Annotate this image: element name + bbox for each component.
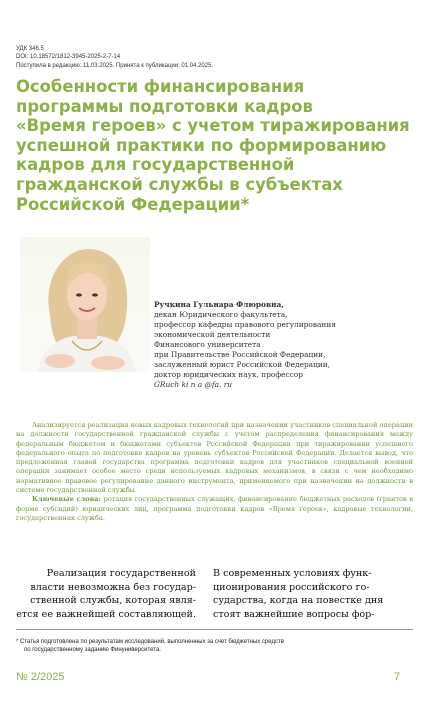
- author-affiliation-line: профессор кафедры правового регулирования: [154, 320, 336, 329]
- abstract-text: Анализируется реализация новых кадровых технологий при назначении участников специальной операции на должности государственной гражданской службы с учетом распределения финансирования между федеральным бюджетом и бюджетами субъектов Российской Федерации при тиражировании успешного федерального опыта по подготовке кадров на уровень субъектов Российской Федерации. Делается вывод, что предложенная главой государства программа подготовки кадров для участников специальной военной операции занимает особое место среди используемых кадровых механизмов, в связи с чем необходимо нормативное правовое регулирование данного инструмента, применяемого при назначении на должности в системе государственной службы.: [16, 421, 413, 495]
- body-line: Реализация государственной: [46, 568, 196, 579]
- body-line: сударства, когда на повестке дня: [213, 595, 384, 607]
- keywords: [16, 495, 413, 523]
- footnote-divider: [16, 629, 413, 630]
- page-number: 7: [394, 671, 401, 683]
- author-affiliation-line: Финансового университета: [154, 340, 261, 349]
- title-line: кадров для государственной: [16, 155, 295, 175]
- title-line: успешной практики по формированию: [16, 135, 387, 155]
- title-line: программы подготовки кадров: [16, 96, 313, 116]
- keywords-text: ротация государственных служащих, финансирование бюджетных расходов (грантов в форме субсидий) юридических лиц, программа подготовки кадров «Время героев», кадровые технологии, государственная служба.: [16, 495, 413, 522]
- body-line: власти невозможна без государ-: [30, 581, 196, 593]
- doi: DOI: 10.18572/1812-3945-2025-2-7-14: [16, 54, 121, 61]
- author-email[interactable]: GRuch ki n a @fa. ru: [154, 380, 233, 389]
- body-column-right: [213, 567, 413, 621]
- submission-dates: Поступила в редакцию: 11.03.2025. Принята к публикации: 01.04.2025.: [16, 62, 214, 69]
- footnote: [16, 638, 284, 654]
- article-meta: [16, 45, 213, 70]
- title-line: Особенности финансирования: [16, 77, 305, 96]
- issue-number: № 2/2025: [16, 671, 65, 683]
- author-affiliation-line: заслуженный юрист Российской Федерации,: [154, 360, 331, 369]
- author-affiliation-line: доктор юридических наук, профессор: [154, 370, 303, 379]
- author-photo: [20, 237, 150, 372]
- body-line: ственной службы, которая явля-: [30, 595, 196, 607]
- body-line: стоят важнейшие вопросы фор-: [213, 608, 375, 620]
- article-title: [16, 77, 421, 214]
- author-affiliation-line: при Правительстве Российской Федерации,: [154, 350, 326, 359]
- keywords-label: Ключевые слова:: [32, 495, 101, 504]
- footnote-line: * Статья подготовлена по результатам исследований, выполненных за счет бюджетных средств: [16, 639, 284, 645]
- body-line: ется ее важнейшей составляющей.: [16, 608, 196, 620]
- title-line: «Время героев» с учетом тиражирования: [16, 116, 410, 136]
- footnote-line: по государственному заданию Финуниверситета.: [24, 647, 161, 653]
- title-line: гражданской службы в субъектах: [16, 174, 343, 194]
- body-line: ционирования российского го-: [213, 581, 370, 593]
- body-line: В современных условиях функ-: [213, 568, 372, 579]
- body-column-left: [16, 567, 196, 621]
- author-affiliation-line: декан Юридического факультета,: [154, 310, 288, 319]
- author-info: [154, 300, 336, 390]
- abstract: [16, 421, 413, 523]
- author-affiliation-line: экономической деятельности: [154, 330, 271, 339]
- udk-code: УДК 346.5: [16, 46, 44, 52]
- title-line: Российской Федерации*: [16, 194, 250, 214]
- author-name: Ручкина Гульнара Флюровна,: [154, 300, 284, 309]
